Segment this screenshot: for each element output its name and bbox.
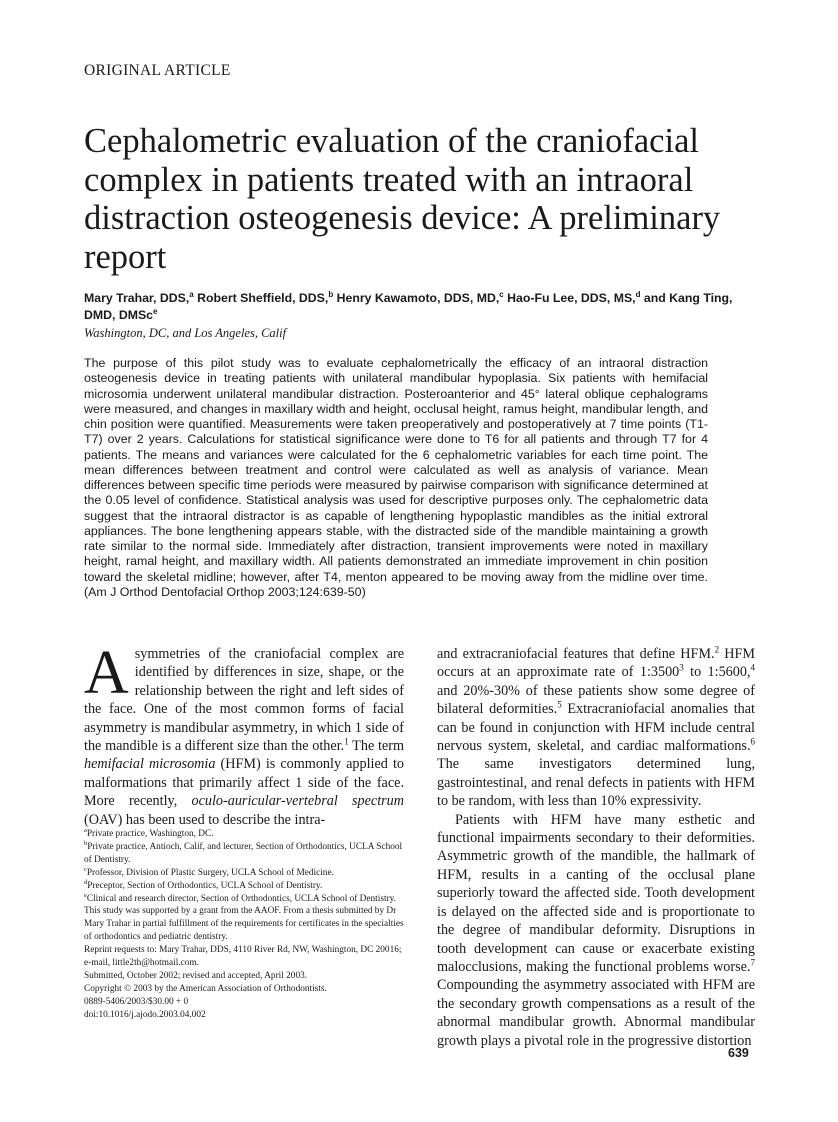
- author-name: Henry Kawamoto, DDS, MD,: [336, 291, 500, 305]
- submission-note: Submitted, October 2002; revised and accepted, April 2003.: [84, 970, 308, 981]
- text-run: Patients with HFM have many esthetic and functional impairments secondary to their deformities. Asymmetric growth of the mandible, the hallmark of HFM, results in a canting of the occlusal plane superiorly toward the affected side. Tooth development is delayed on the affected side and is proportionate to the degree of mandibular deformity. Disruptions in tooth development can cause or exacerbate existing malocclusions, making the functional problems worse.: [437, 811, 755, 975]
- text-run: The same investigators determined lung, gastrointestinal, and renal defects in patients with HFM to be random, with less than 10% expressivity.: [437, 756, 755, 810]
- footnote-marker: a: [84, 826, 87, 834]
- author-list: [84, 290, 764, 324]
- drop-cap: A: [84, 639, 129, 707]
- footnote-text: Professor, Division of Plastic Surgery, UCLA School of Medicine.: [86, 867, 334, 878]
- footnote: [84, 893, 404, 906]
- section-label: ORIGINAL ARTICLE: [84, 62, 231, 79]
- footnote: [84, 867, 404, 880]
- term-hfm: hemifacial microsomia: [84, 756, 216, 773]
- author-sup: b: [328, 289, 334, 299]
- text-run: Extracraniofacial anomalies that can be found in conjunction with HFM include central nervous system, skeletal, and cardiac malformations.: [437, 701, 755, 755]
- footnote-text: Clinical and research director, Section of Orthodontics, UCLA School of Dentistry.: [86, 893, 396, 904]
- footnote-marker: c: [84, 865, 87, 873]
- citation-ref: 5: [557, 699, 562, 710]
- abstract: The purpose of this pilot study was to evaluate cephalometrically the efficacy of an intraoral distraction osteogenesis device in treating patients with unilateral mandibular hypoplasia. Six patients with hemifacial microsomia underwent unilateral mandibular distraction. Posteroanterior and 45° lateral oblique cephalograms were measured, and changes in maxillary width and height, occlusal height, ramus height, mandibular length, and chin position were quantified. Measurements were taken preoperatively and postoperatively at 7 time points (T1-T7) over 2 years. Calculations for statistical significance were done to T6 for all patients and through T7 for 4 patients. The means and variances were calculated for the 6 cephalometric variables for each time point. The mean differences between treatment and control were calculated as well as analysis of variance. Mean differences between specific time periods were measured by pairwise comparison with significance determined at the 0.05 level of confidence. Statistical analysis was used for descriptive purposes only. The cephalometric data suggest that the intraoral distractor is as capable of lengthening hypoplastic mandibles as the initial extroral appliances. The bone lengthening appears stable, with the distracted side of the mandible maintaining a growth rate similar to the normal side. Immediately after distraction, transient improvements were noted in maxillary height, ramal height, and maxillary width. All patients demonstrated an immediate improvement in chin position toward the skeletal midline; however, after T4, menton appeared to be moving away from the midline over time. (Am J Orthod Dentofacial Orthop 2003;124:639-50): [84, 356, 708, 599]
- text-run: (OAV) has been used to describe the intra-: [84, 811, 326, 828]
- citation-ref: 3: [679, 662, 684, 673]
- reprint-note: Reprint requests to: Mary Trahar, DDS, 4110 River Rd, NW, Washington, DC 20016; e-mail, little2th@hotmail.com.: [84, 945, 402, 969]
- issn-note: 0889-5406/2003/$30.00 + 0: [84, 996, 189, 1007]
- body-paragraph: [437, 811, 755, 1050]
- text-run: to 1:5600,: [683, 664, 751, 681]
- article-title: Cephalometric evaluation of the craniofacial complex in patients treated with an intraoral distraction osteogenesis device: A preliminary report: [84, 122, 721, 276]
- footnote-text: Private practice, Washington, DC.: [86, 829, 214, 839]
- text-run: symmetries of the craniofacial complex are identified by differences in size, shape, or the relationship between the right and left sides of the face. One of the most common forms of facial asymmetry is mandibular asymmetry, in which 1 side of the mandible is a different size than the other.: [84, 646, 404, 755]
- text-run: and 20%-30% of these patients show some degree of bilateral deformities.: [437, 682, 755, 718]
- author-name: and Kang Ting, DMD, DMSc: [84, 291, 733, 322]
- author-name: Hao-Fu Lee, DDS, MS,: [507, 291, 636, 305]
- text-run: (HFM) is commonly applied to malformations that primarily affect 1 side of the face. More recently,: [84, 756, 404, 810]
- author-sup: e: [153, 306, 158, 316]
- citation-ref: 6: [750, 736, 755, 747]
- footnote-marker: d: [84, 878, 88, 886]
- footnote-marker: b: [84, 839, 88, 847]
- citation-ref: 7: [750, 957, 755, 968]
- text-run: HFM occurs at an approximate rate of 1:3500: [437, 646, 755, 681]
- body-paragraph: [437, 645, 755, 811]
- page-number: 639: [728, 1046, 749, 1060]
- term-oav: oculo-auricular-vertebral spectrum: [191, 793, 404, 810]
- footnote: [84, 880, 404, 893]
- footnote-text: Private practice, Antioch, Calif, and lecturer, Section of Orthodontics, UCLA School of Dentistry.: [84, 841, 403, 865]
- author-name: Mary Trahar, DDS,: [84, 291, 190, 305]
- author-name: Robert Sheffield, DDS,: [197, 291, 329, 305]
- citation-ref: 4: [750, 662, 755, 673]
- author-sup: c: [499, 289, 504, 299]
- footnote-text: Preceptor, Section of Orthodontics, UCLA School of Dentistry.: [87, 880, 323, 891]
- text-run: and extracraniofacial features that define HFM.: [437, 646, 715, 662]
- author-sup: a: [189, 289, 194, 299]
- citation-ref: 1: [344, 736, 349, 747]
- citation-ref: 2: [714, 644, 720, 655]
- funding-note: This study was supported by a grant from the AAOF. From a thesis submitted by Dr Mary Trahar in partial fulfillment of the requirements for certificates in the specialties of orthodontics and pediatric dentistry.: [84, 906, 404, 943]
- footnote: [84, 828, 404, 841]
- author-sup: d: [635, 289, 641, 299]
- text-run: The term: [348, 738, 404, 755]
- doi-note: doi:10.1016/j.ajodo.2003.04.002: [84, 1009, 206, 1020]
- text-run: Compounding the asymmetry associated with HFM are the secondary growth compensations as a result of the abnormal mandibular growth. Abnormal mandibular growth plays a pivotal role in the progressive distortion: [437, 977, 755, 1049]
- copyright-note: Copyright © 2003 by the American Association of Orthodontists.: [84, 983, 327, 994]
- footnote-marker: e: [84, 891, 87, 899]
- right-column: [437, 645, 755, 1050]
- intro-paragraph: [84, 639, 404, 829]
- affiliation: Washington, DC, and Los Angeles, Calif: [84, 326, 287, 340]
- footnote: [84, 841, 404, 867]
- left-column: [84, 639, 404, 829]
- footnotes: [84, 828, 404, 1022]
